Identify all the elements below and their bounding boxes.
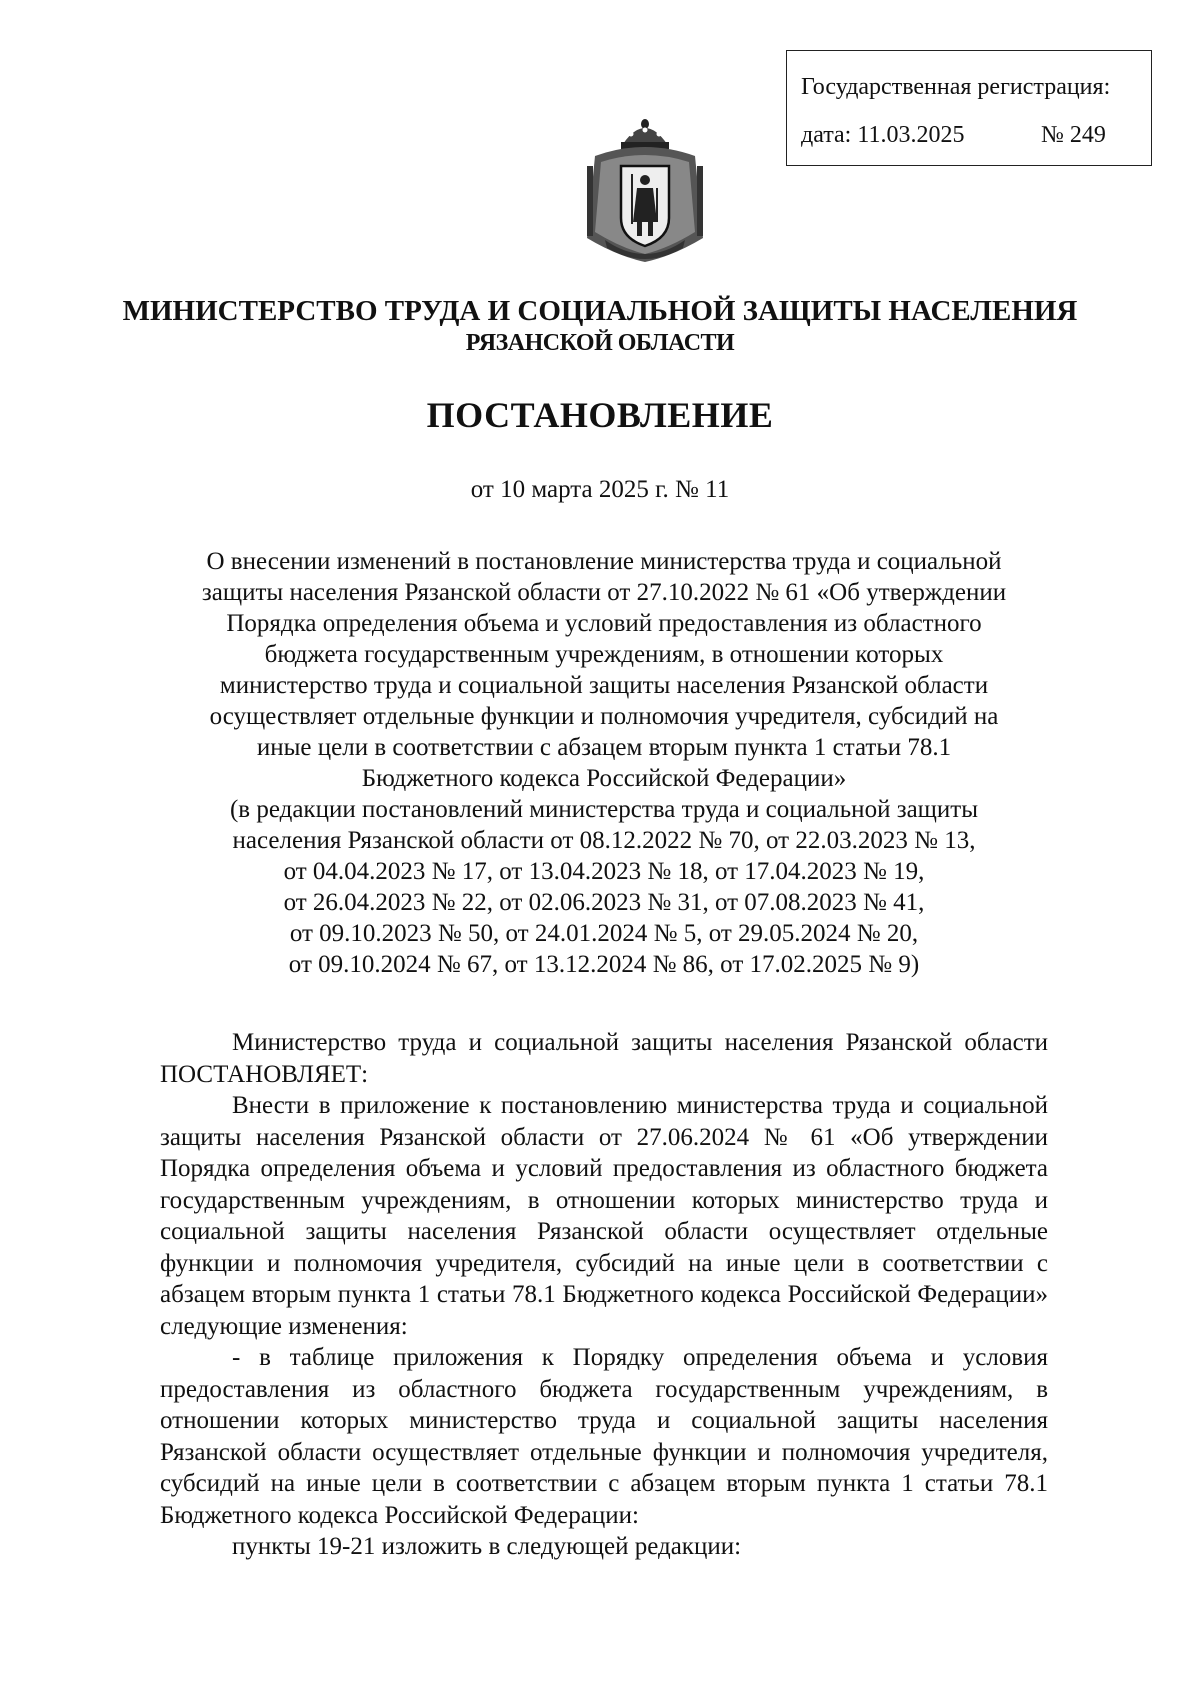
registration-date: дата: 11.03.2025 bbox=[801, 122, 965, 148]
subject-line: защиты населения Рязанской области от 27.10.2022 № 61 «Об утверждении bbox=[201, 579, 1007, 606]
registration-title: Государственная регистрация: bbox=[801, 74, 1111, 100]
subject-line: от 04.04.2023 № 17, от 13.04.2023 № 18, от 17.04.2023 № 19, bbox=[283, 858, 925, 885]
registration-number: № 249 bbox=[1041, 122, 1106, 148]
body-paragraph: Министерство труда и социальной защиты населения Рязанской области ПОСТАНОВЛЯЕТ: bbox=[160, 1029, 1048, 1088]
subject-line: Бюджетного кодекса Российской Федерации» bbox=[361, 765, 847, 792]
subject-line: осуществляет отдельные функции и полномочия учредителя, субсидий на bbox=[209, 703, 999, 730]
subject-line: министерство труда и социальной защиты населения Рязанской области bbox=[219, 672, 989, 699]
document-type: ПОСТАНОВЛЕНИЕ bbox=[426, 395, 774, 435]
ministry-name: МИНИСТЕРСТВО ТРУДА И СОЦИАЛЬНОЙ ЗАЩИТЫ НАСЕЛЕНИЯ bbox=[122, 295, 1078, 327]
body-paragraph: Внести в приложение к постановлению министерства труда и социальной защиты населения Рязанской области от 27.06.2024 № 61 «Об утверждении Порядка определения объема и условий предоставления из областного бюджета государственным учреждениям, в отношении которых министерство труда и социальной защиты населения Рязанской области осуществляет отдельные функции и полномочия учредителя, субсидий на иные цели в соответствии с абзацем вторым пункта 1 статьи 78.1 Бюджетного кодекса Российской Федерации» следующие изменения: bbox=[160, 1092, 1048, 1340]
registration-stamp bbox=[786, 50, 1152, 166]
subject-line: от 26.04.2023 № 22, от 02.06.2023 № 31, от 07.08.2023 № 41, bbox=[283, 889, 925, 916]
subject-line: Порядка определения объема и условий предоставления из областного bbox=[226, 610, 982, 637]
subject-line: О внесении изменений в постановление министерства труда и социальной bbox=[206, 548, 1002, 575]
subject-line: населения Рязанской области от 08.12.2022 № 70, от 22.03.2023 № 13, bbox=[232, 827, 976, 854]
document-date-number: от 10 марта 2025 г. № 11 bbox=[470, 476, 730, 503]
subject-line: иные цели в соответствии с абзацем вторым пункта 1 статьи 78.1 bbox=[256, 734, 952, 761]
body-paragraph: - в таблице приложения к Порядку определения объема и условия предоставления из областного бюджета государственным учреждениям, в отношении которых министерство труда и социальной защиты населения Рязанской области осуществляет отдельные функции и полномочия учредителя, субсидий на иные цели в соответствии с абзацем вторым пункта 1 статьи 78.1 Бюджетного кодекса Российской Федерации: bbox=[160, 1344, 1048, 1529]
subject-line: от 09.10.2023 № 50, от 24.01.2024 № 5, от 29.05.2024 № 20, bbox=[289, 920, 919, 947]
ministry-region: РЯЗАНСКОЙ ОБЛАСТИ bbox=[465, 330, 735, 356]
subject-line: от 09.10.2024 № 67, от 13.12.2024 № 86, от 17.02.2025 № 9) bbox=[288, 951, 920, 978]
subject-line: (в редакции постановлений министерства труда и социальной защиты bbox=[229, 796, 979, 823]
subject-line: бюджета государственным учреждениям, в отношении которых bbox=[264, 641, 944, 668]
document-body bbox=[160, 1027, 1048, 1563]
coat-of-arms-icon bbox=[565, 110, 725, 270]
body-paragraph: пункты 19-21 изложить в следующей редакции: bbox=[232, 1533, 742, 1560]
document-subject bbox=[170, 546, 1038, 980]
